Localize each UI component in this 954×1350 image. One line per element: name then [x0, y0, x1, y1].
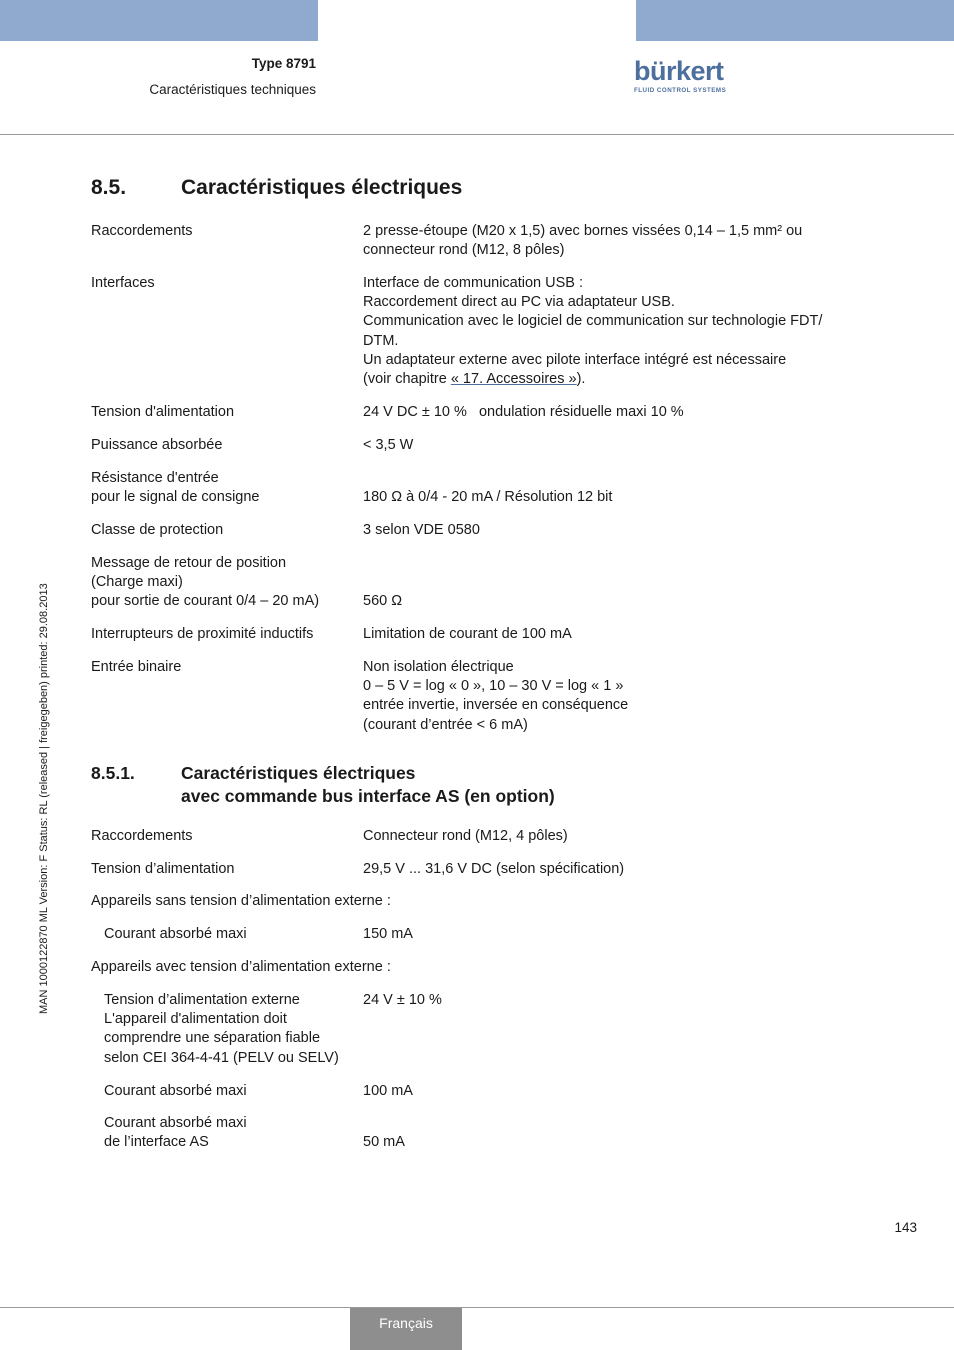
spec-value: 24 V DC ± 10 % ondulation résiduelle maxi 10 % [363, 404, 684, 420]
spec-label: Classe de protection [91, 522, 224, 538]
spec-value: Interface de communication USB : Raccordement direct au PC via adaptateur USB. Communication avec le logiciel de communication sur technologie FDT/ DTM. Un adaptateur externe avec pilote interface intégré est nécessaire (voir chapitre « 17. Accessoires »). [363, 275, 823, 388]
spec-value: 100 mA [363, 1083, 413, 1099]
chapter-reference-link[interactable]: « 17. Accessoires » [450, 371, 577, 388]
spec-label: Tension d’alimentation externe L'appareil d'alimentation doit comprendre une séparation fiable selon CEI 364-4-41 (PELV ou SELV) [104, 992, 339, 1066]
header-accent-bar-left [0, 0, 318, 41]
logo-tagline: FLUID CONTROL SYSTEMS [634, 87, 727, 94]
document-chapter-title: Caractéristiques techniques [149, 82, 316, 97]
spec-value: Limitation de courant de 100 mA [363, 626, 572, 642]
spec-value: 560 Ω [363, 593, 403, 610]
spec-label: Résistance d'entrée pour le signal de consigne [91, 470, 260, 506]
spec-value: < 3,5 W [363, 437, 414, 453]
spec-value: 50 mA [363, 1134, 405, 1151]
spec-label: Courant absorbé maxi de l’interface AS [104, 1115, 247, 1151]
document-type: Type 8791 [251, 56, 316, 71]
spec-label: Raccordements [91, 223, 193, 239]
burkert-logo [634, 56, 734, 98]
spec-value: 3 selon VDE 0580 [363, 522, 480, 538]
page-number: 143 [894, 1220, 917, 1235]
header-divider [0, 134, 954, 135]
spec-value: 29,5 V ... 31,6 V DC (selon spécification) [363, 861, 625, 877]
language-tab: Français [350, 1308, 462, 1350]
subsection-number: 8.5.1. [91, 763, 135, 783]
spec-value: 2 presse-étoupe (M20 x 1,5) avec bornes vissées 0,14 – 1,5 mm² ou connecteur rond (M12, 8 pôles) [363, 223, 803, 259]
spec-label: Courant absorbé maxi [104, 926, 247, 942]
spec-label: Raccordements [91, 828, 193, 844]
subsection-title-line1: Caractéristiques électriques [181, 763, 416, 783]
section-title: Caractéristiques électriques [181, 176, 463, 199]
spec-value: Connecteur rond (M12, 4 pôles) [363, 828, 568, 844]
spec-label: Message de retour de position (Charge maxi) pour sortie de courant 0/4 – 20 mA) [91, 555, 320, 610]
spec-label: Tension d’alimentation [91, 861, 235, 877]
spec-label: Courant absorbé maxi [104, 1083, 247, 1099]
document-status-note: MAN 1000122870 ML Version: F Status: RL (released | freigegeben) printed: 29.08.2013 [38, 583, 50, 1014]
subsection-title-line2: avec commande bus interface AS (en option) [181, 786, 555, 806]
spec-value: 24 V ± 10 % [363, 992, 442, 1008]
spec-label: Interrupteurs de proximité inductifs [91, 626, 314, 642]
spec-label: Interfaces [91, 275, 155, 291]
section-heading [91, 176, 462, 200]
section-number: 8.5. [91, 176, 127, 199]
logo-wordmark: bürkert [634, 56, 724, 86]
footer-divider [0, 1307, 954, 1308]
header-accent-bar-right [636, 0, 954, 41]
spec-label: Entrée binaire [91, 659, 182, 675]
spec-label: Puissance absorbée [91, 437, 223, 453]
spec-label: Tension d'alimentation [91, 404, 235, 420]
spec-value: Non isolation électrique 0 – 5 V = log « 0 », 10 – 30 V = log « 1 » entrée invertie, inversée en conséquence (courant d’entrée < 6 mA) [363, 659, 629, 733]
spec-value: 150 mA [363, 926, 413, 942]
spec-value: 180 Ω à 0/4 - 20 mA / Résolution 12 bit [363, 489, 613, 506]
